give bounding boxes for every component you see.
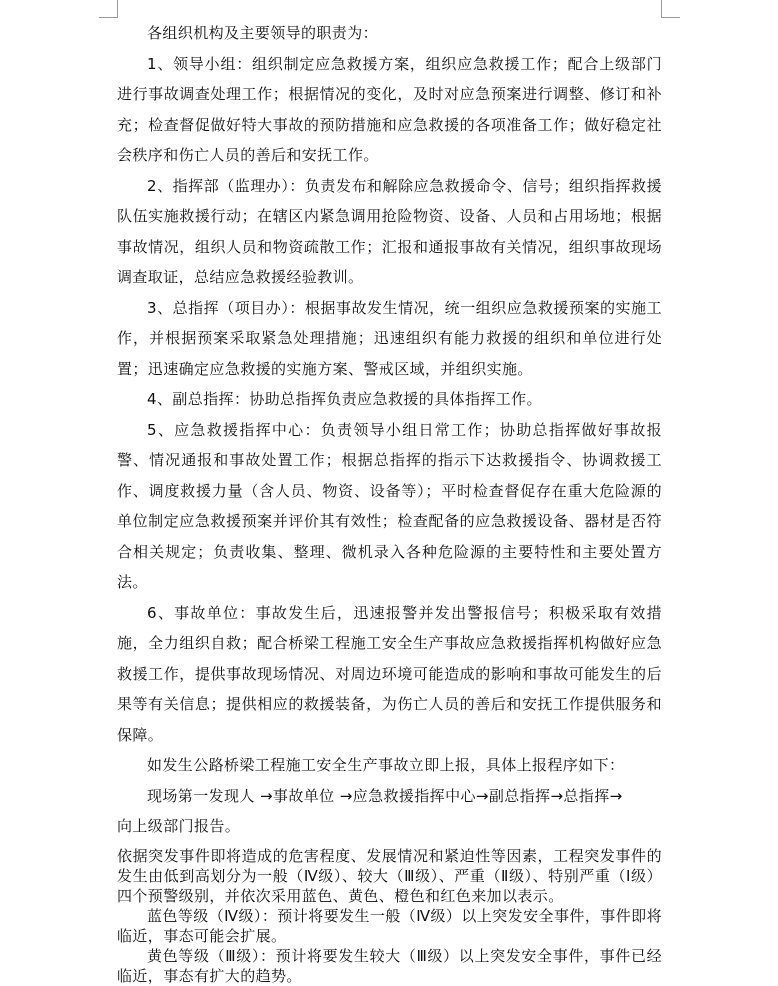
crop-mark-top-right-vertical [661, 0, 662, 18]
report-procedure-end: 向上级部门报告。 [117, 817, 241, 835]
warning-yellow-level: 黄色等级（Ⅲ级）：预计将要发生较大（Ⅲ级）以上突发安全事件，事件已经临近，事态有扩大的趋势。 [117, 946, 662, 985]
warning-levels-paragraph: 依据突发事件即将造成的危害程度、发展情况和紧迫性等因素，工程突发事件的发生由低到高划分为一般（Ⅳ级）、较大（Ⅲ级）、严重（Ⅱ级）、特别严重（Ⅰ级）四个预警级别，并依次采用蓝色、黄色、橙色和红色来加以表示。 [117, 846, 662, 905]
crop-mark-top-right-horizontal [662, 17, 680, 18]
document-page [117, 18, 662, 986]
warning-blue-level: 蓝色等级（Ⅳ级）：预计将要发生一般（Ⅳ级）以上突发安全事件，事件即将临近，事态可能会扩展。 [117, 906, 662, 945]
duty-deputy-commander: 4、副总指挥：协助总指挥负责应急救援的具体指挥工作。 [147, 390, 542, 408]
report-procedure-flow: 现场第一发现人 →事故单位 →应急救援指挥中心→副总指挥→总指挥→ [147, 786, 623, 805]
duty-leading-group: 1、领导小组：组织制定应急救援方案，组织应急救援工作；配合上级部门进行事故调查处理工作；根据情况的变化，及时对应急预案进行调整、修订和补充；检查督促做好特大事故的预防措施和应急救援的各项准备工作；做好稳定社会秩序和伤亡人员的善后和安抚工作。 [117, 54, 662, 164]
crop-mark-top-left-horizontal [99, 17, 117, 18]
duty-command-center: 2、指挥部（监理办）：负责发布和解除应急救援命令、信号；组织指挥救援队伍实施救援行动；在辖区内紧急调用抢险物资、设备、人员和占用场地；根据事故情况，组织人员和物资疏散工作；汇报和通报事故有关情况，组织事故现场调查取证，总结应急救援经验教训。 [117, 176, 662, 286]
report-procedure-intro: 如发生公路桥梁工程施工安全生产事故立即上报，具体上报程序如下： [147, 756, 625, 774]
crop-mark-top-left-vertical [117, 0, 118, 18]
duty-rescue-command-center: 5、应急救援指挥中心：负责领导小组日常工作；协助总指挥做好事故报警、情况通报和事故处置工作；根据总指挥的指示下达救援指令、协调救援工作、调度救援力量（含人员、物资、设备等）；平时检查督促存在重大危险源的单位制定应急救援预案并评价其有效性；检查配备的应急救援设备、器材是否符合相关规定；负责收集、整理、微机录入各种危险源的主要特性和主要处置方法。 [117, 420, 662, 591]
duty-chief-commander: 3、总指挥（项目办）：根据事故发生情况，统一组织应急救援预案的实施工作，并根据预案采取紧急处理措施；迅速组织有能力救援的组织和单位进行处置；迅速确定应急救援的实施方案、警戒区域，并组织实施。 [117, 298, 662, 378]
duty-accident-unit: 6、事故单位：事故发生后，迅速报警并发出警报信号；积极采取有效措施，全力组织自救；配合桥梁工程施工安全生产事故应急救援指挥机构做好应急救援工作，提供事故现场情况、对周边环境可能造成的影响和事故可能发生的后果等有关信息；提供相应的救援装备，为伤亡人员的善后和安抚工作提供服务和保障。 [117, 603, 662, 744]
intro-paragraph: 各组织机构及主要领导的职责为： [147, 24, 379, 42]
